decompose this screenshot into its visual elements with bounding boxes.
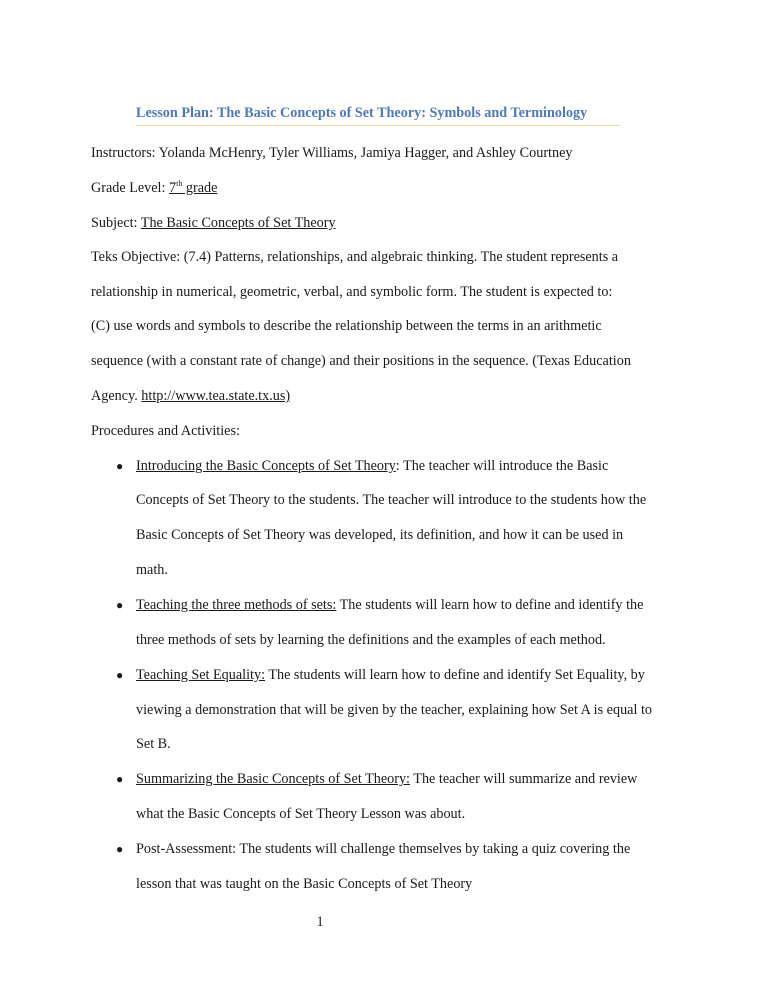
procedure-item-5-line-1: Post-Assessment: The students will challenge themselves by taking a quiz covering the bbox=[136, 841, 631, 857]
procedure-item-3-line-3: Set B. bbox=[136, 736, 171, 752]
procedure-item-1-heading: Introducing the Basic Concepts of Set Theory bbox=[136, 458, 396, 474]
grade-number: 7 bbox=[169, 180, 177, 196]
grade-unit: grade bbox=[182, 180, 218, 196]
procedures-heading: Procedures and Activities: bbox=[91, 423, 240, 439]
teks-line-5 bbox=[91, 386, 290, 406]
procedure-item-1-text: : The teacher will introduce the Basic bbox=[395, 458, 609, 474]
title-underline bbox=[136, 125, 620, 126]
grade-level-line bbox=[91, 178, 217, 198]
bullet-icon: ● bbox=[116, 598, 124, 612]
teks-line-1: Teks Objective: (7.4) Patterns, relationships, and algebraic thinking. The student represents a bbox=[91, 249, 619, 265]
grade-level-label: Grade Level: bbox=[91, 180, 169, 196]
subject-value: The Basic Concepts of Set Theory bbox=[140, 215, 336, 231]
bullet-icon: ● bbox=[116, 842, 124, 856]
teks-line-2: relationship in numerical, geometric, verbal, and symbolic form. The student is expected to: bbox=[91, 284, 613, 300]
teks-line-3: (C) use words and symbols to describe the relationship between the terms in an arithmetic bbox=[91, 318, 602, 334]
procedure-item-1-line-4: math. bbox=[136, 562, 168, 578]
procedure-item-2-line-2: three methods of sets by learning the definitions and the examples of each method. bbox=[136, 632, 606, 648]
procedure-item-3-line-1 bbox=[136, 665, 645, 685]
procedure-item-2-line-1 bbox=[136, 595, 643, 615]
teks-agency-label: Agency. bbox=[91, 388, 142, 404]
procedure-item-5-line-2: lesson that was taught on the Basic Concepts of Set Theory bbox=[136, 876, 473, 892]
procedure-item-4-heading: Summarizing the Basic Concepts of Set Theory: bbox=[136, 771, 410, 787]
procedure-item-3-heading: Teaching Set Equality: bbox=[136, 667, 266, 683]
teks-line-4: sequence (with a constant rate of change) and their positions in the sequence. (Texas Education bbox=[91, 353, 631, 369]
procedure-item-1-line-2: Concepts of Set Theory to the students. The teacher will introduce to the students how the bbox=[136, 492, 647, 508]
procedure-item-2-text: The students will learn how to define and identify the bbox=[336, 597, 644, 613]
procedure-item-4-text: The teacher will summarize and review bbox=[409, 771, 638, 787]
subject-label: Subject: bbox=[91, 215, 141, 231]
procedure-item-4-line-2: what the Basic Concepts of Set Theory Lesson was about. bbox=[136, 806, 466, 822]
bullet-icon: ● bbox=[116, 459, 124, 473]
grade-suffix: th bbox=[176, 179, 183, 188]
bullet-icon: ● bbox=[116, 668, 124, 682]
procedure-item-3-text: The students will learn how to define and identify Set Equality, by bbox=[265, 667, 645, 683]
grade-level-value bbox=[169, 180, 217, 196]
procedure-item-1-line-1 bbox=[136, 456, 608, 476]
tea-link[interactable]: http://www.tea.state.tx.us) bbox=[141, 388, 291, 404]
procedure-item-4-line-1 bbox=[136, 769, 637, 789]
procedure-item-2-heading: Teaching the three methods of sets: bbox=[136, 597, 337, 613]
document-title: Lesson Plan: The Basic Concepts of Set Theory: Symbols and Terminology bbox=[136, 105, 588, 121]
bullet-icon: ● bbox=[116, 772, 124, 786]
procedure-item-3-line-2: viewing a demonstration that will be given by the teacher, explaining how Set A is equal to bbox=[136, 702, 652, 718]
instructors-line: Instructors: Yolanda McHenry, Tyler Williams, Jamiya Hagger, and Ashley Courtney bbox=[91, 145, 573, 161]
procedure-item-1-line-3: Basic Concepts of Set Theory was developed, its definition, and how it can be used in bbox=[136, 527, 624, 543]
subject-line bbox=[91, 213, 336, 233]
page-number: 1 bbox=[316, 914, 324, 930]
